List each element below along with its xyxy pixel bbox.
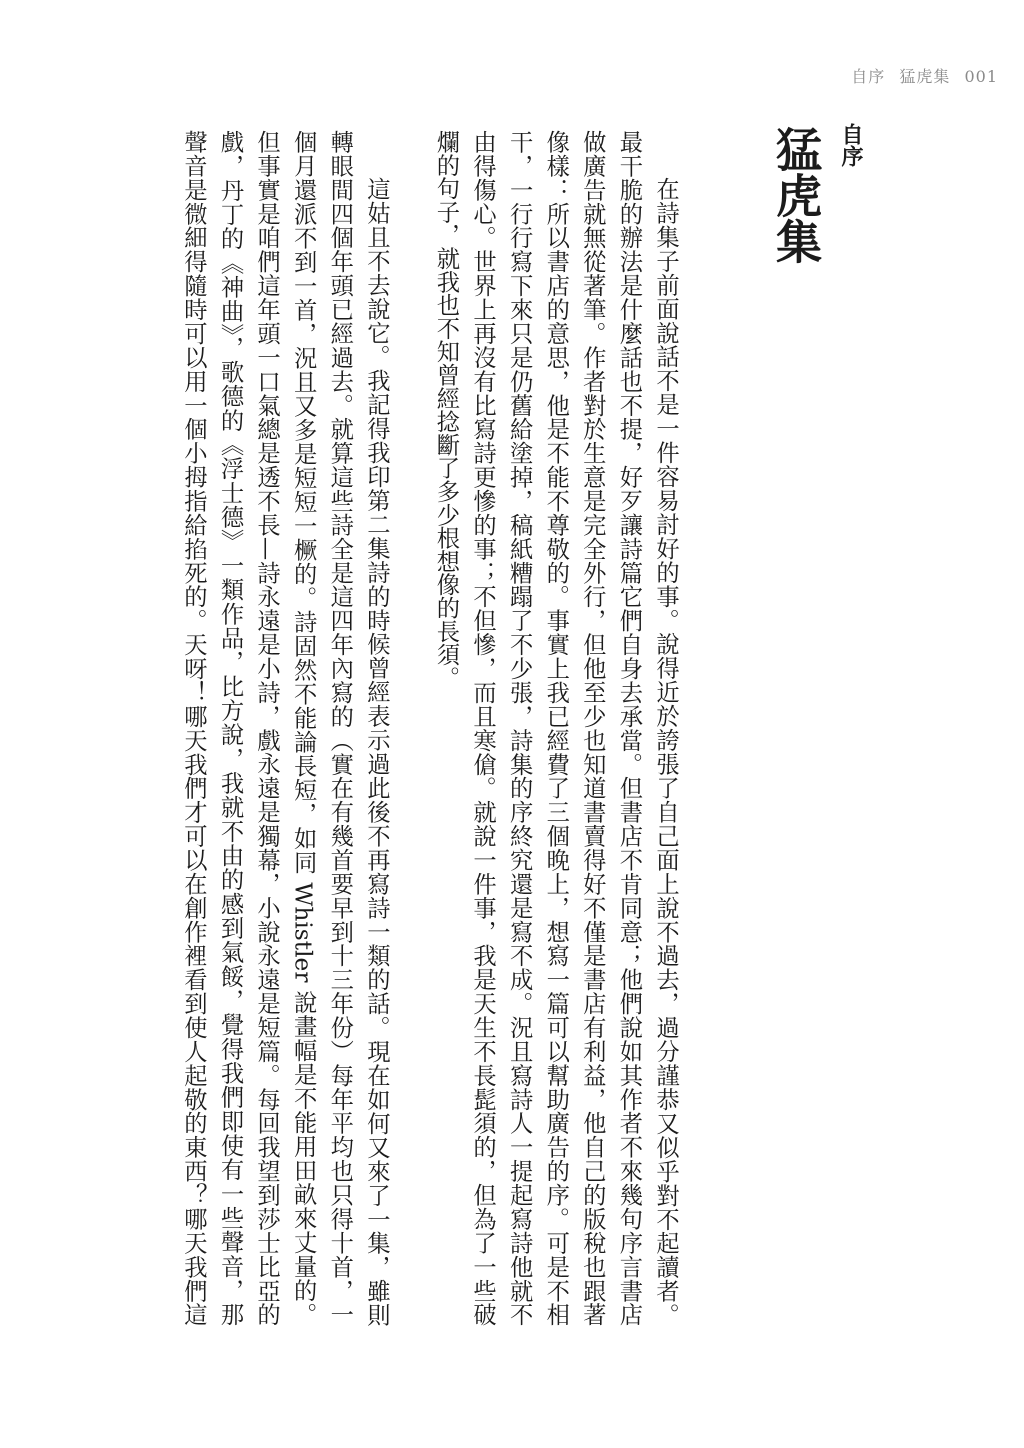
header-page-number: 001: [964, 67, 998, 86]
text-line: 轉眼間四個年頭已經過去。就算這些詩全是這四年內寫的（實在有幾首要早到十三年份）每年平均也只得十首，一: [326, 130, 354, 1326]
text-line: 在詩集子前面說話不是一件容易討好的事。說得近於誇張了自己面上說不過去，過分謹恭又似乎對不起讀者。: [652, 176, 679, 1326]
chapter-title: 猛虎集: [769, 126, 823, 264]
header-section: 自序: [851, 67, 886, 86]
text-line: 做廣告就無從著筆。作者對於生意是完全外行，但他至少也知道書賣得好不僅是書店有利益，他自己的版稅也跟著: [578, 130, 606, 1326]
text-line: 干，一行行寫下來只是仍舊給塗掉，稿紙糟蹋了不少張，詩集的序終究還是寫不成。況且寫詩人一提起寫詩他就不: [505, 130, 533, 1326]
paragraph-1: [427, 130, 683, 1326]
running-header: [851, 64, 998, 87]
text-line: 像樣：所以書店的意思，他是不能不尊敬的。事實上我已經費了三個晚上，想寫一篇可以幫助廣告的序。可是不相: [542, 130, 570, 1326]
text-line: 但事實是咱們這年頭一口氣總是透不長—詩永遠是小詩，戲永遠是獨幕，小說永遠是短篇。每回我望到莎士比亞的: [253, 130, 281, 1326]
text-line: 個月還派不到一首，況且又多是短短一橛的。詩固然不能論長短，如同 Whistler 說畫幅是不能用田畝來丈量的。: [289, 130, 317, 1326]
text-line: 聲音是微細得隨時可以用一個小拇指給掐死的。天呀！哪天我們才可以在創作裡看到使人起敬的東西？哪天我們這: [179, 130, 207, 1326]
text-line: 爛的句子，就我也不知曾經捻斷了多少根想像的長須。: [432, 130, 460, 690]
text-line: 戲，丹丁的《神曲》，歌德的《浮士德》一類作品，比方說，我就不由的感到氣餒，覺得我們即使有一些聲音，那: [216, 130, 244, 1326]
header-book-title: 猛虎集: [899, 67, 951, 86]
paragraph-2: [174, 130, 394, 1326]
text-line: 這姑且不去說它。我記得我印第二集詩的時候曾經表示過此後不再寫詩一類的話。現在如何又來了一集，雖則: [362, 176, 390, 1326]
chapter-label: 自序: [838, 123, 864, 167]
text-line: 最干脆的辦法是什麼話也不提，好歹讓詩篇它們自身去承當。但書店不肯同意；他們說如其作者不來幾句序言書店: [615, 130, 643, 1326]
body-text: [174, 130, 683, 1326]
text-line: 由得傷心。世界上再沒有比寫詩更慘的事；不但慘，而且寒傖。就說一件事，我是天生不長髭須的，但為了一些破: [469, 130, 497, 1326]
